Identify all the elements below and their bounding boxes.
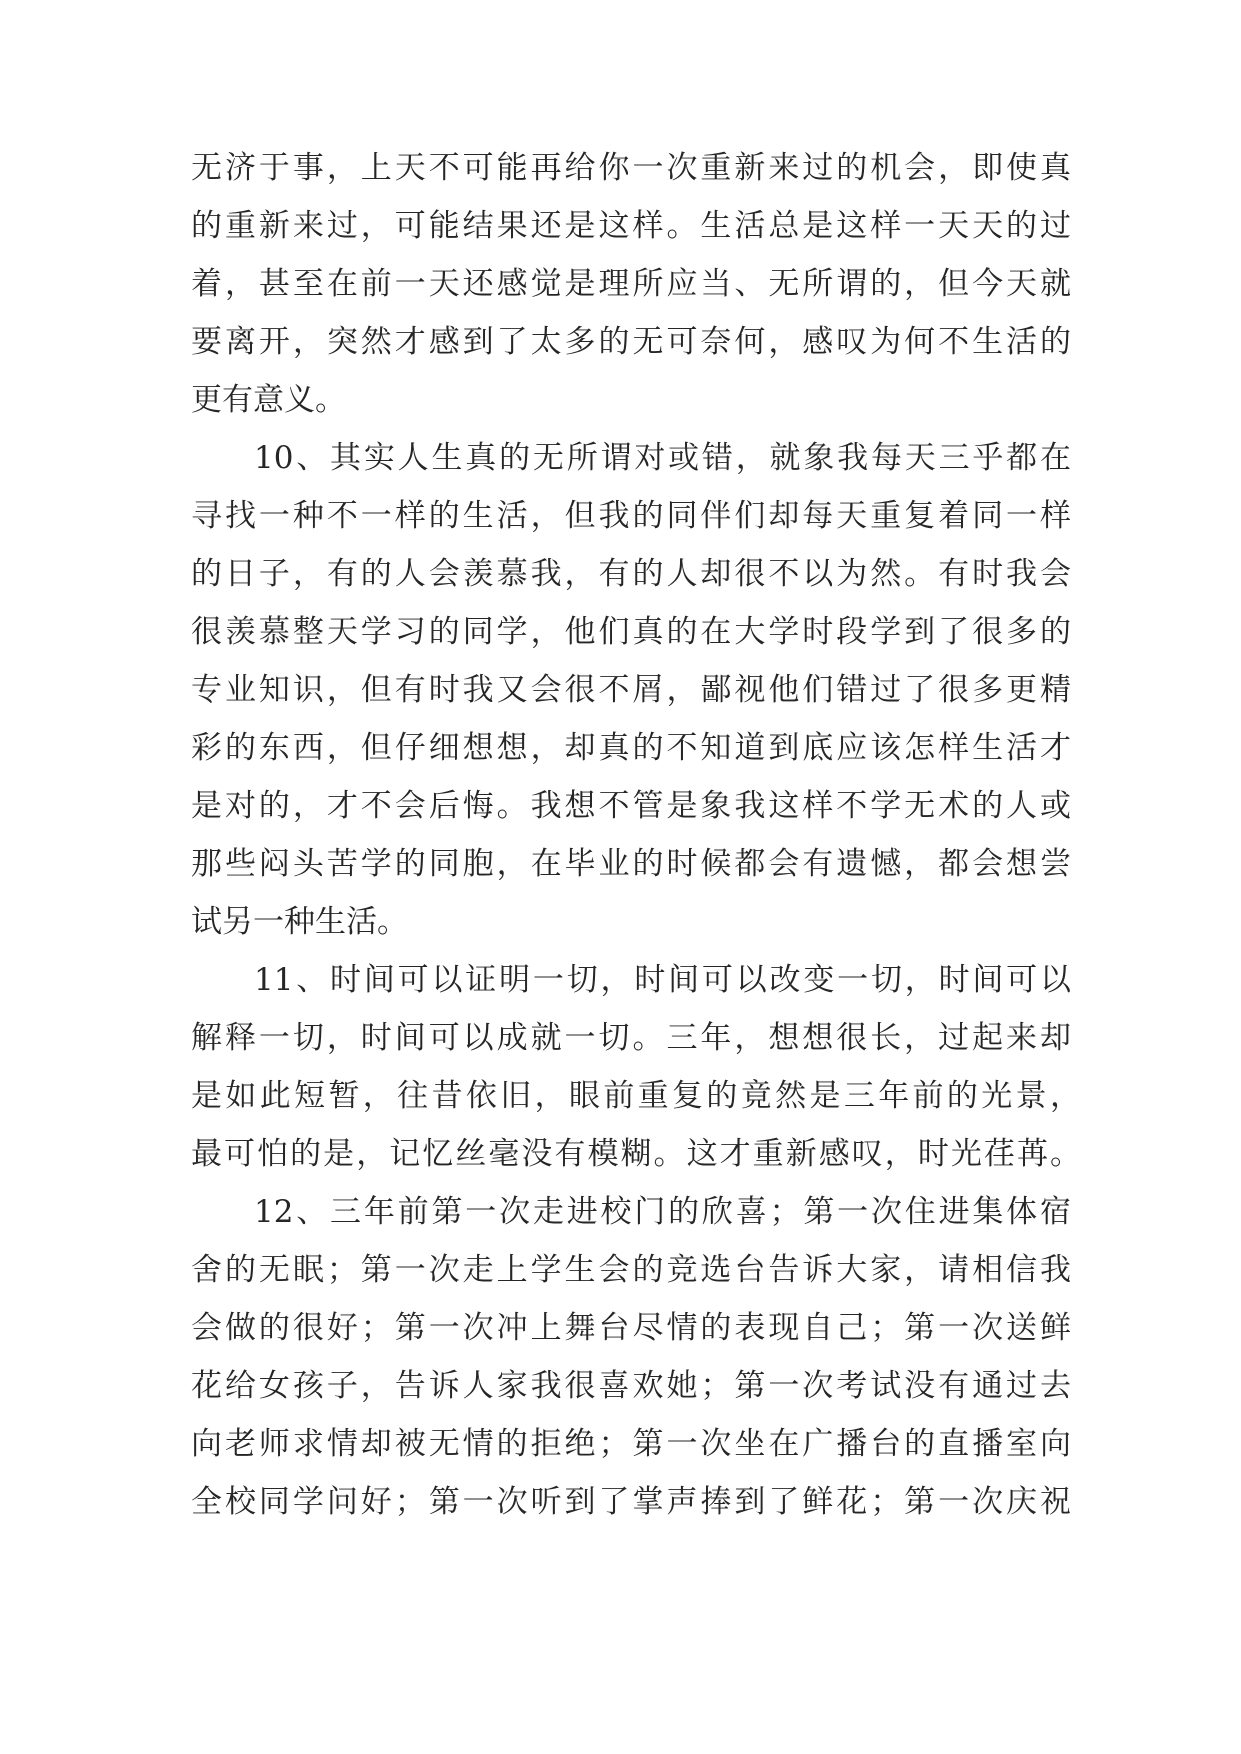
text-line: 的重新来过，可能结果还是这样。生活总是这样一天天的过 <box>191 208 1071 244</box>
paragraph-12-first-line: 12、三年前第一次走进校门的欣喜；第一次住进集体宿 <box>254 1194 1071 1230</box>
text-line: 试另一种生活。 <box>191 904 408 940</box>
text-line: 最可怕的是，记忆丝毫没有模糊。这才重新感叹，时光荏苒。 <box>191 1136 1081 1172</box>
paragraph-11-first-line: 11、时间可以证明一切，时间可以改变一切，时间可以 <box>254 962 1071 998</box>
text-line: 要离开，突然才感到了太多的无可奈何，感叹为何不生活的 <box>191 324 1071 360</box>
text-line: 解释一切，时间可以成就一切。三年，想想很长，过起来却 <box>191 1020 1071 1056</box>
text-line: 全校同学问好；第一次听到了掌声捧到了鲜花；第一次庆祝 <box>191 1484 1071 1520</box>
text-line: 着，甚至在前一天还感觉是理所应当、无所谓的，但今天就 <box>191 266 1071 302</box>
text-line: 那些闷头苦学的同胞，在毕业的时候都会有遗憾，都会想尝 <box>191 846 1071 882</box>
text-line: 彩的东西，但仔细想想，却真的不知道到底应该怎样生活才 <box>191 730 1071 766</box>
text-line: 寻找一种不一样的生活，但我的同伴们却每天重复着同一样 <box>191 498 1071 534</box>
text-line: 的日子，有的人会羡慕我，有的人却很不以为然。有时我会 <box>191 556 1071 592</box>
text-line: 是如此短暂，往昔依旧，眼前重复的竟然是三年前的光景， <box>191 1078 1081 1114</box>
paragraph-10-first-line: 10、其实人生真的无所谓对或错，就象我每天三乎都在 <box>254 440 1071 476</box>
text-line: 专业知识，但有时我又会很不屑，鄙视他们错过了很多更精 <box>191 672 1071 708</box>
text-line: 会做的很好；第一次冲上舞台尽情的表现自己；第一次送鲜 <box>191 1310 1071 1346</box>
text-line: 更有意义。 <box>191 382 346 418</box>
text-line: 是对的，才不会后悔。我想不管是象我这样不学无术的人或 <box>191 788 1071 824</box>
text-line: 很羡慕整天学习的同学，他们真的在大学时段学到了很多的 <box>191 614 1071 650</box>
text-line: 舍的无眠；第一次走上学生会的竞选台告诉大家，请相信我 <box>191 1252 1071 1288</box>
text-line: 花给女孩子，告诉人家我很喜欢她；第一次考试没有通过去 <box>191 1368 1071 1404</box>
text-line: 向老师求情却被无情的拒绝；第一次坐在广播台的直播室向 <box>191 1426 1071 1462</box>
text-line: 无济于事，上天不可能再给你一次重新来过的机会，即使真 <box>191 150 1071 186</box>
